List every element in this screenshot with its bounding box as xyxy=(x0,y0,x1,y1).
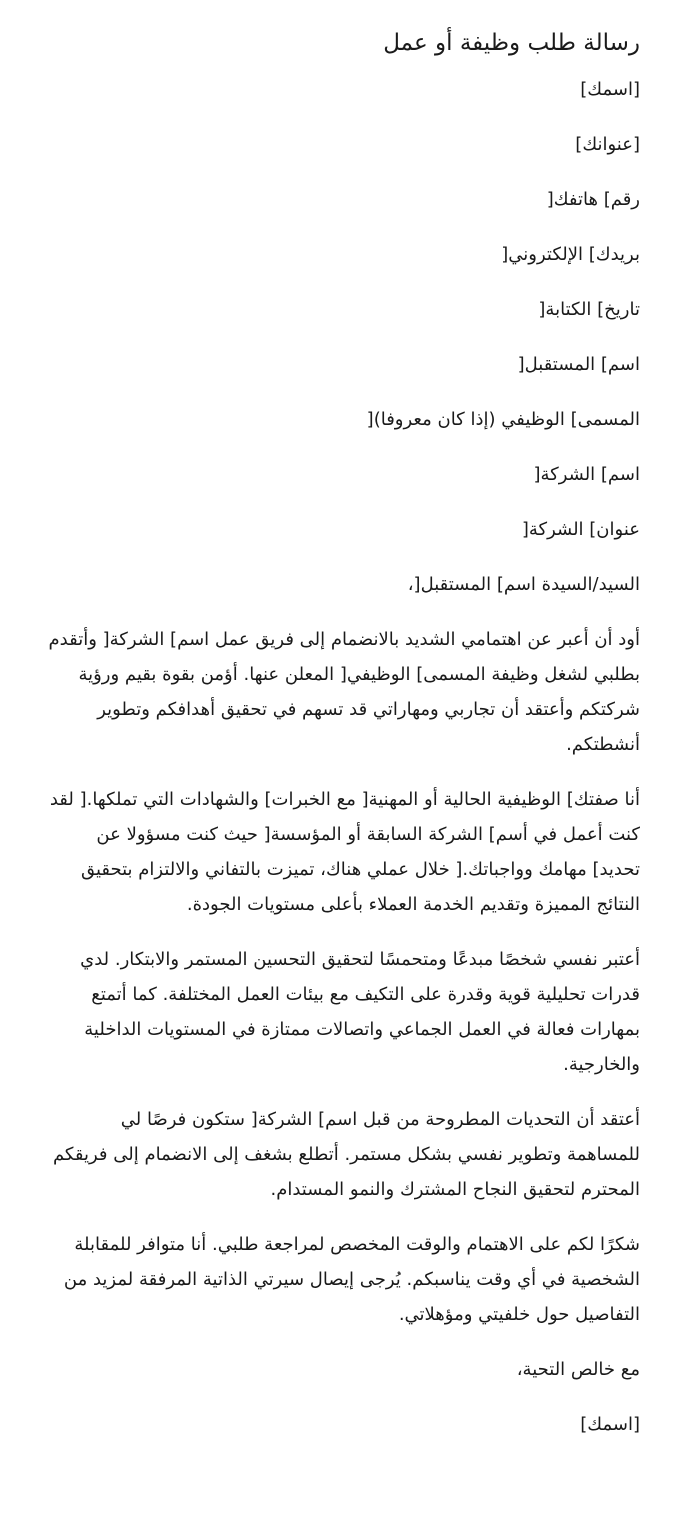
body-paragraph-1: أود أن أعبر عن اهتمامي الشديد بالانضمام إلى فريق عمل اسم] الشركة[ وأتقدم بطلبي لشغل وظيفة المسمى] الوظيفي[ المعلن عنها. أؤمن بقوة بقيم ورؤية شركتكم وأعتقد أن تجاربي ومهاراتي قد تسهم في تحقيق أهدافكم وتطوير أنشطتكم. xyxy=(48,629,640,755)
sender-phone: رقم] هاتفك[ xyxy=(546,189,640,210)
company-address: عنوان] الشركة[ xyxy=(521,519,640,540)
document-title: رسالة طلب وظيفة أو عمل xyxy=(383,30,640,56)
body-paragraph-5: شكرًا لكم على الاهتمام والوقت المخصص لمراجعة طلبي. أنا متوافر للمقابلة الشخصية في أي وقت يناسبكم. يُرجى إيصال سيرتي الذاتية المرفقة لمزيد من التفاصيل حول خلفيتي ومؤهلاتي. xyxy=(63,1234,640,1325)
recipient-job-title: المسمى] الوظيفي (إذا كان معروفا)[ xyxy=(366,409,640,430)
sender-name: [اسمك] xyxy=(580,79,640,100)
company-name: اسم] الشركة[ xyxy=(533,464,640,485)
sender-address: [عنوانك] xyxy=(575,134,640,155)
recipient-name: اسم] المستقبل[ xyxy=(517,354,640,375)
sender-email: بريدك] الإلكتروني[ xyxy=(501,244,640,265)
body-paragraph-3: أعتبر نفسي شخصًا مبدعًا ومتحمسًا لتحقيق التحسين المستمر والابتكار. لدي قدرات تحليلية قوية وقدرة على التكيف مع بيئات العمل المختلفة. كما أتمتع بمهارات فعالة في العمل الجماعي واتصالات ممتازة في المستويات الداخلية والخارجية. xyxy=(80,949,640,1075)
salutation: السيد/السيدة اسم] المستقبل[، xyxy=(407,574,640,595)
body-paragraph-2: أنا صفتك] الوظيفية الحالية أو المهنية[ مع الخبرات] والشهادات التي تملكها.[ لقد كنت أعمل في أسم] الشركة السابقة أو المؤسسة[ حيث كنت مسؤولا عن تحديد] مهامك وواجباتك.[ خلال عملي هناك، تميزت بالتفاني والالتزام بتحقيق النتائج المميزة وتقديم الخدمة العملاء بأعلى مستويات الجودة. xyxy=(49,789,640,915)
body-paragraph-4: أعتقد أن التحديات المطروحة من قبل اسم] الشركة[ ستكون فرصًا لي للمساهمة وتطوير نفسي بشكل مستمر. أتطلع بشغف إلى الانضمام إلى فريقكم المحترم لتحقيق النجاح المشترك والنمو المستدام. xyxy=(52,1109,640,1200)
writing-date: تاريخ] الكتابة[ xyxy=(538,299,640,320)
closing: مع خالص التحية، xyxy=(516,1359,640,1380)
signature: [اسمك] xyxy=(580,1414,640,1435)
